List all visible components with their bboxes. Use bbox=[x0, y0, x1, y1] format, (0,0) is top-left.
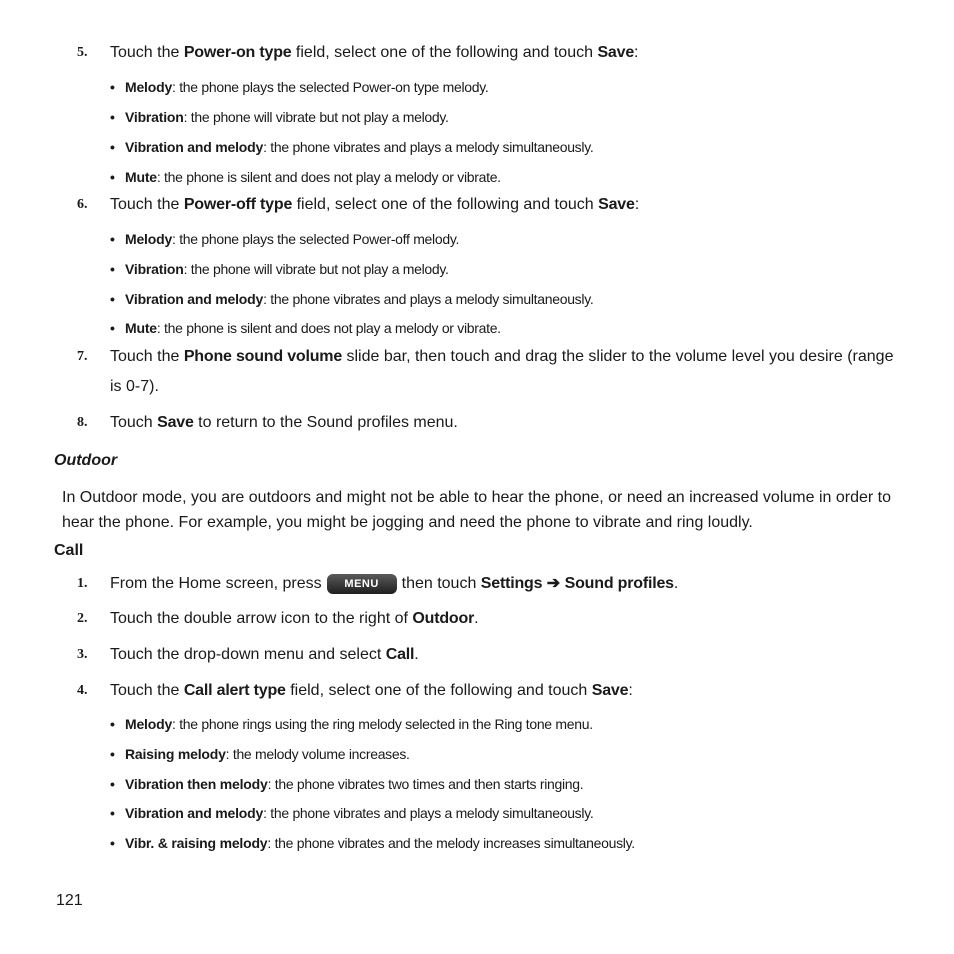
option-desc: : the phone will vibrate but not play a melody. bbox=[183, 261, 449, 277]
control-name: Phone sound volume bbox=[183, 348, 343, 365]
bullet-dot: • bbox=[110, 261, 115, 277]
option-desc: : the phone is silent and does not play a melody or vibrate. bbox=[156, 320, 501, 336]
step-text-part: Touch the double arrow icon to the right of bbox=[110, 610, 413, 627]
button-name: Save bbox=[598, 196, 635, 213]
field-name: Power-off type bbox=[183, 196, 293, 213]
step-text-part: Touch the bbox=[110, 196, 184, 213]
option-text bbox=[125, 137, 905, 157]
option-desc: : the phone vibrates and the melody increases simultaneously. bbox=[267, 835, 635, 851]
outdoor-description: In Outdoor mode, you are outdoors and might not be able to hear the phone, or need an increased volume in order to hear the phone. For example, you might be jogging and need the phone to vibrate and ring loudly. bbox=[62, 489, 891, 531]
option-desc: : the melody volume increases. bbox=[225, 746, 410, 762]
step-number: 2. bbox=[77, 611, 88, 626]
bullet-dot: • bbox=[110, 291, 115, 307]
option-desc: : the phone vibrates and plays a melody simultaneously. bbox=[263, 291, 594, 307]
step-number: 7. bbox=[77, 349, 88, 364]
field-name: Power-on type bbox=[183, 44, 292, 61]
option-desc: : the phone is silent and does not play a melody or vibrate. bbox=[156, 169, 501, 185]
bullet-dot: • bbox=[110, 231, 115, 247]
step-text-part: field, select one of the following and touch bbox=[291, 44, 598, 61]
step-text-part: . bbox=[474, 610, 479, 627]
bullet-dot: • bbox=[110, 746, 115, 762]
step-text-part: Touch the bbox=[110, 44, 184, 61]
option-term: Mute bbox=[125, 320, 157, 336]
bullet-dot: • bbox=[110, 716, 115, 732]
option-desc: : the phone vibrates two times and then starts ringing. bbox=[267, 776, 584, 792]
step-text bbox=[110, 569, 900, 599]
button-name: Save bbox=[597, 44, 635, 61]
step-text-part: Touch bbox=[110, 414, 158, 431]
option-text bbox=[125, 744, 905, 764]
option-desc: : the phone plays the selected Power-on type melody. bbox=[172, 79, 489, 95]
menu-name: Sound profiles bbox=[564, 575, 674, 592]
field-name: Call alert type bbox=[183, 682, 286, 699]
option-text bbox=[125, 714, 905, 734]
option-term: Vibration and melody bbox=[125, 139, 264, 155]
step-text-part: then touch bbox=[401, 575, 481, 592]
subsection-heading-call: Call bbox=[54, 542, 84, 559]
button-name: Save bbox=[157, 414, 194, 431]
option-term: Raising melody bbox=[125, 746, 226, 762]
step-text bbox=[110, 676, 900, 706]
step-text bbox=[110, 640, 900, 670]
bullet-dot: • bbox=[110, 776, 115, 792]
bullet-dot: • bbox=[110, 835, 115, 851]
step-number: 3. bbox=[77, 647, 88, 662]
profile-name: Outdoor bbox=[412, 610, 475, 627]
option-term: Vibration then melody bbox=[125, 776, 268, 792]
section-heading-outdoor: Outdoor bbox=[54, 452, 118, 469]
bullet-dot: • bbox=[110, 169, 115, 185]
page-number: 121 bbox=[56, 892, 83, 909]
bullet-dot: • bbox=[110, 109, 115, 125]
option-text bbox=[125, 229, 905, 249]
step-text-part: . bbox=[414, 646, 419, 663]
bullet-dot: • bbox=[110, 79, 115, 95]
step-number: 5. bbox=[77, 45, 88, 60]
option-term: Mute bbox=[125, 169, 157, 185]
bullet-dot: • bbox=[110, 139, 115, 155]
option-text bbox=[125, 803, 905, 823]
step-text-part: to return to the Sound profiles menu. bbox=[193, 414, 458, 431]
option-term: Vibration and melody bbox=[125, 805, 264, 821]
step-text bbox=[110, 604, 900, 634]
option-term: Vibration bbox=[125, 109, 184, 125]
arrow-right-icon: ➔ bbox=[546, 575, 561, 592]
step-text-part: field, select one of the following and touch bbox=[285, 682, 592, 699]
option-term: Vibration bbox=[125, 261, 184, 277]
step-text bbox=[110, 190, 900, 220]
option-text bbox=[125, 107, 905, 127]
option-text bbox=[125, 833, 905, 853]
step-text-part: Touch the bbox=[110, 348, 184, 365]
step-number: 4. bbox=[77, 683, 88, 698]
step-text-part: : bbox=[634, 196, 640, 213]
button-name: Save bbox=[591, 682, 629, 699]
option-desc: : the phone will vibrate but not play a melody. bbox=[183, 109, 449, 125]
menu-key-icon: MENU bbox=[327, 574, 397, 594]
step-number: 6. bbox=[77, 197, 88, 212]
step-text-part: field, select one of the following and touch bbox=[292, 196, 599, 213]
option-desc: : the phone vibrates and plays a melody simultaneously. bbox=[263, 805, 594, 821]
step-text-part: Touch the bbox=[110, 682, 184, 699]
step-number: 8. bbox=[77, 415, 88, 430]
step-text-part: slide bar, then touch and drag the slider to the volume level you desire (range is 0-7). bbox=[110, 348, 894, 395]
step-text-part: . bbox=[673, 575, 679, 592]
option-text bbox=[125, 289, 905, 309]
option-desc: : the phone plays the selected Power-off melody. bbox=[172, 231, 460, 247]
option-text bbox=[125, 318, 905, 338]
option-term: Melody bbox=[125, 716, 173, 732]
option-text bbox=[125, 774, 905, 794]
step-text-part: Touch the drop-down menu and select bbox=[110, 646, 386, 663]
option-text bbox=[125, 259, 905, 279]
step-text-part: : bbox=[628, 682, 633, 699]
step-text bbox=[110, 38, 900, 68]
option-text bbox=[125, 77, 905, 97]
option-desc: : the phone rings using the ring melody selected in the Ring tone menu. bbox=[172, 716, 593, 732]
option-text bbox=[125, 167, 905, 187]
step-number: 1. bbox=[77, 576, 88, 591]
step-text-part: From the Home screen, press bbox=[110, 575, 322, 592]
option-term: Melody bbox=[125, 79, 173, 95]
step-text-part: : bbox=[634, 44, 639, 61]
step-text bbox=[110, 342, 900, 402]
option-desc: : the phone vibrates and plays a melody simultaneously. bbox=[263, 139, 594, 155]
option-term: Vibr. & raising melody bbox=[125, 835, 268, 851]
option-term: Vibration and melody bbox=[125, 291, 264, 307]
option-term: Melody bbox=[125, 231, 173, 247]
bullet-dot: • bbox=[110, 805, 115, 821]
menu-name: Settings bbox=[480, 575, 543, 592]
option-name: Call bbox=[385, 646, 415, 663]
step-text bbox=[110, 408, 900, 438]
bullet-dot: • bbox=[110, 320, 115, 336]
